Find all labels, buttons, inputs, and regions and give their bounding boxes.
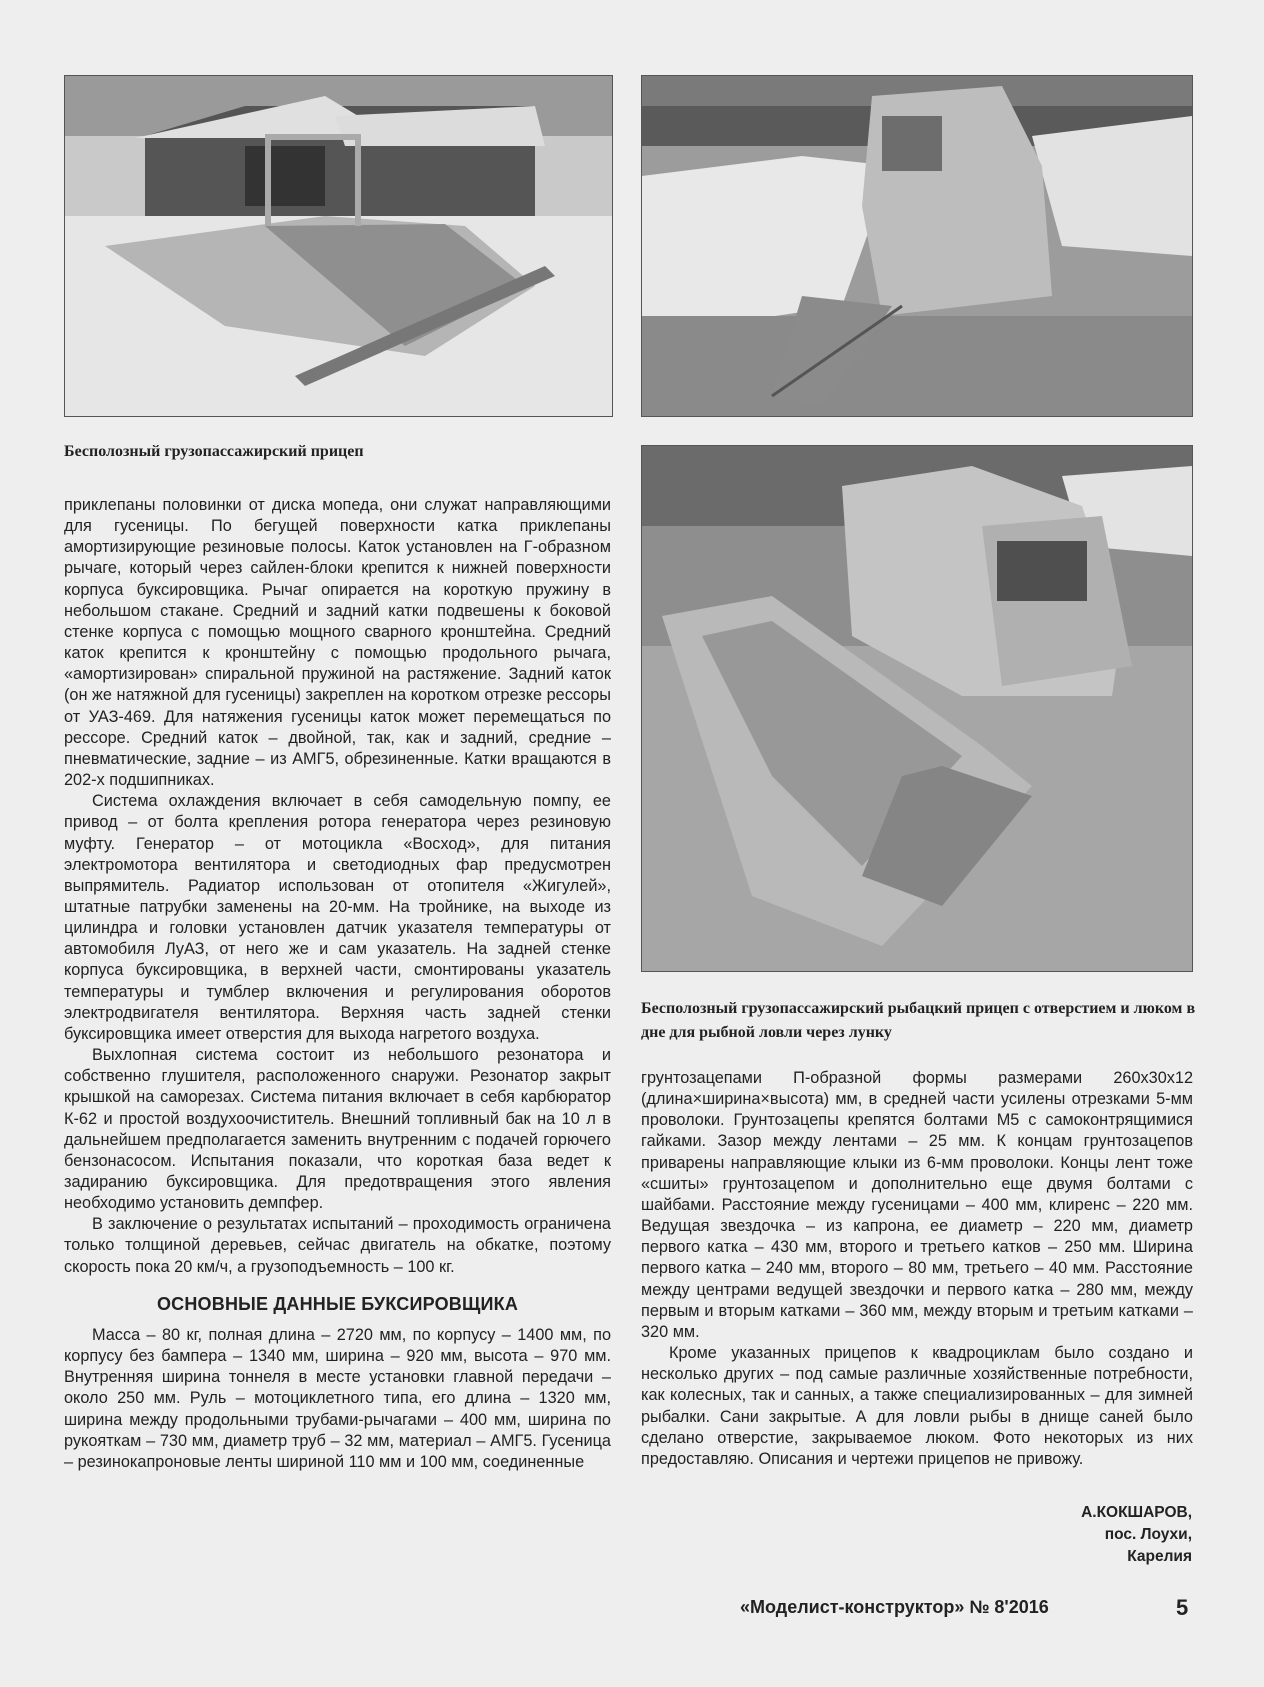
section-heading: ОСНОВНЫЕ ДАННЫЕ БУКСИРОВЩИКА — [156, 1293, 519, 1314]
photo-fishing-trailer — [641, 445, 1193, 972]
photo-open-trailer — [64, 75, 613, 417]
photo1-caption: Бесполозный грузопассажирский прицеп — [64, 443, 364, 460]
photo-cabin-sled — [641, 75, 1193, 417]
left-paragraph-3: Выхлопная система состоит из небольшого резонатора и собственно глушителя, расположенного снаружи. Резонатор закрыт крышкой на саморезах. Система питания включает в себя карбюратор К-62 и простой воздухоочиститель. Внешний топливный бак на 10 л в дальнейшем предполагается заменить внутренним с подачей горючего бензонасосом. Испытания показали, что короткая база ведет к задиранию буксировщика. Для предотвращения этого явления необходимо установить демпфер. — [64, 1046, 611, 1213]
left-paragraph-1: приклепаны половинки от диска мопеда, они служат направляющими для гусеницы. По бегущей поверхности катка приклепаны амортизирующие резиновые полосы. Каток установлен на Г-образном рычаге, который через сайлен-блоки крепится к нижней поверхности корпуса буксировщика. Рычаг опирается на короткую пружину в небольшом стакане. Средний и задний катки подвешены к боковой стенке корпуса с помощью мощного сварного кронштейна. Средний каток крепится к кронштейну с помощью продольного рычага, «амортизирован» спиральной пружиной на растяжение. Задний каток (он же натяжной для гусеницы) закреплен на коротком отрезке рессоры от УАЗ-469. Для натяжения гусеницы каток может перемещаться по рессоре. Средний каток – двойной, так, как и задний, средние – пневматические, задние – из АМГ5, обрезиненные. Катки вращаются в 202-х подшипниках. — [64, 496, 611, 790]
right-column — [641, 1068, 1193, 1470]
author-place-2: Карелия — [1127, 1548, 1192, 1565]
page-number: 5 — [1176, 1595, 1189, 1620]
magazine-footer: «Моделист-конструктор» № 8'2016 — [740, 1597, 1049, 1617]
author-name: А.КОКШАРОВ, — [1081, 1504, 1192, 1521]
left-paragraph-4: В заключение о результатах испытаний – проходимость ограничена только толщиной деревьев, сейчас двигатель на обкатке, поэтому скорость пока 20 км/ч, а грузоподъемность – 100 кг. — [64, 1215, 611, 1276]
left-column — [64, 495, 611, 1473]
right-paragraph-2: Кроме указанных прицепов к квадроциклам было создано и несколько других – под самые различные хозяйственные потребности, как колесных, так и санных, а также специализированных – для зимней рыбалки. Сани закрытые. А для ловли рыбы в днище саней было сделано отверстие, закрываемое люком. Фото некоторых из них предоставляю. Описания и чертежи прицепов не привожу. — [641, 1344, 1193, 1468]
right-paragraph-1: грунтозацепами П-образной формы размерами 260x30x12 (длина×ширина×высота) мм, в средней части усилены отрезками 5-мм проволоки. Грунтозацепы крепятся болтами М5 с самоконтрящимися гайками. Зазор между лентами – 25 мм. К концам грунтозацепов приварены направляющие клыки из 6-мм проволоки. Концы лент тоже «сшиты» грунтозацепом и дополнительно еще двумя болтами с шайбами. Расстояние между гусеницами – 400 мм, клиренс – 220 мм. Ведущая звездочка – из капрона, ее диаметр – 220 мм, диаметр первого катка – 430 мм, второго и третьего катков – 250 мм. Ширина первого катка – 240 мм, второго – 80 мм, третьего – 40 мм. Расстояние между центрами ведущей звездочки и первого катка – 280 мм, между первым и вторым катками – 360 мм, между вторым и третьим катками – 320 мм. — [641, 1069, 1193, 1341]
author-place-1: пос. Лоухи, — [1104, 1526, 1192, 1543]
photo3-caption: Бесполозный грузопассажирский рыбацкий прицеп с отверстием и люком в дне для рыбной ловли через лунку — [641, 1000, 1196, 1041]
signature — [1081, 1502, 1192, 1568]
left-paragraph-5: Масса – 80 кг, полная длина – 2720 мм, по корпусу – 1400 мм, по корпусу без бампера – 1340 мм, ширина – 920 мм, высота – 970 мм. Внутренняя ширина тоннеля в месте установки главной передачи – около 250 мм. Руль – мотоциклетного типа, его длина – 1320 мм, ширина между продольными трубами-рычагами – 400 мм, ширина по рукояткам – 730 мм, диаметр труб – 32 мм, материал – АМГ5. Гусеница – резинокапроновые ленты шириной 110 мм и 100 мм, соединенные — [64, 1325, 611, 1471]
left-paragraph-2: Система охлаждения включает в себя самодельную помпу, ее привод – от болта крепления ротора генератора через резиновую муфту. Генератор – от мотоцикла «Восход», для питания электромотора вентилятора и светодиодных фар предусмотрен выпрямитель. Радиатор использован от отопителя «Жигулей», штатные патрубки заменены на 20-мм. На тройнике, на выходе из цилиндра и головки установлен датчик указателя температуры от автомобиля ЛуАЗ, от него же и сам указатель. На задней стенке корпуса буксировщика, в верхней части, смонтированы указатель температуры и тумблер включения и регулирования оборотов электродвигателя вентилятора. Верхняя часть задней стенки буксировщика имеет отверстия для выхода нагретого воздуха. — [64, 792, 611, 1043]
